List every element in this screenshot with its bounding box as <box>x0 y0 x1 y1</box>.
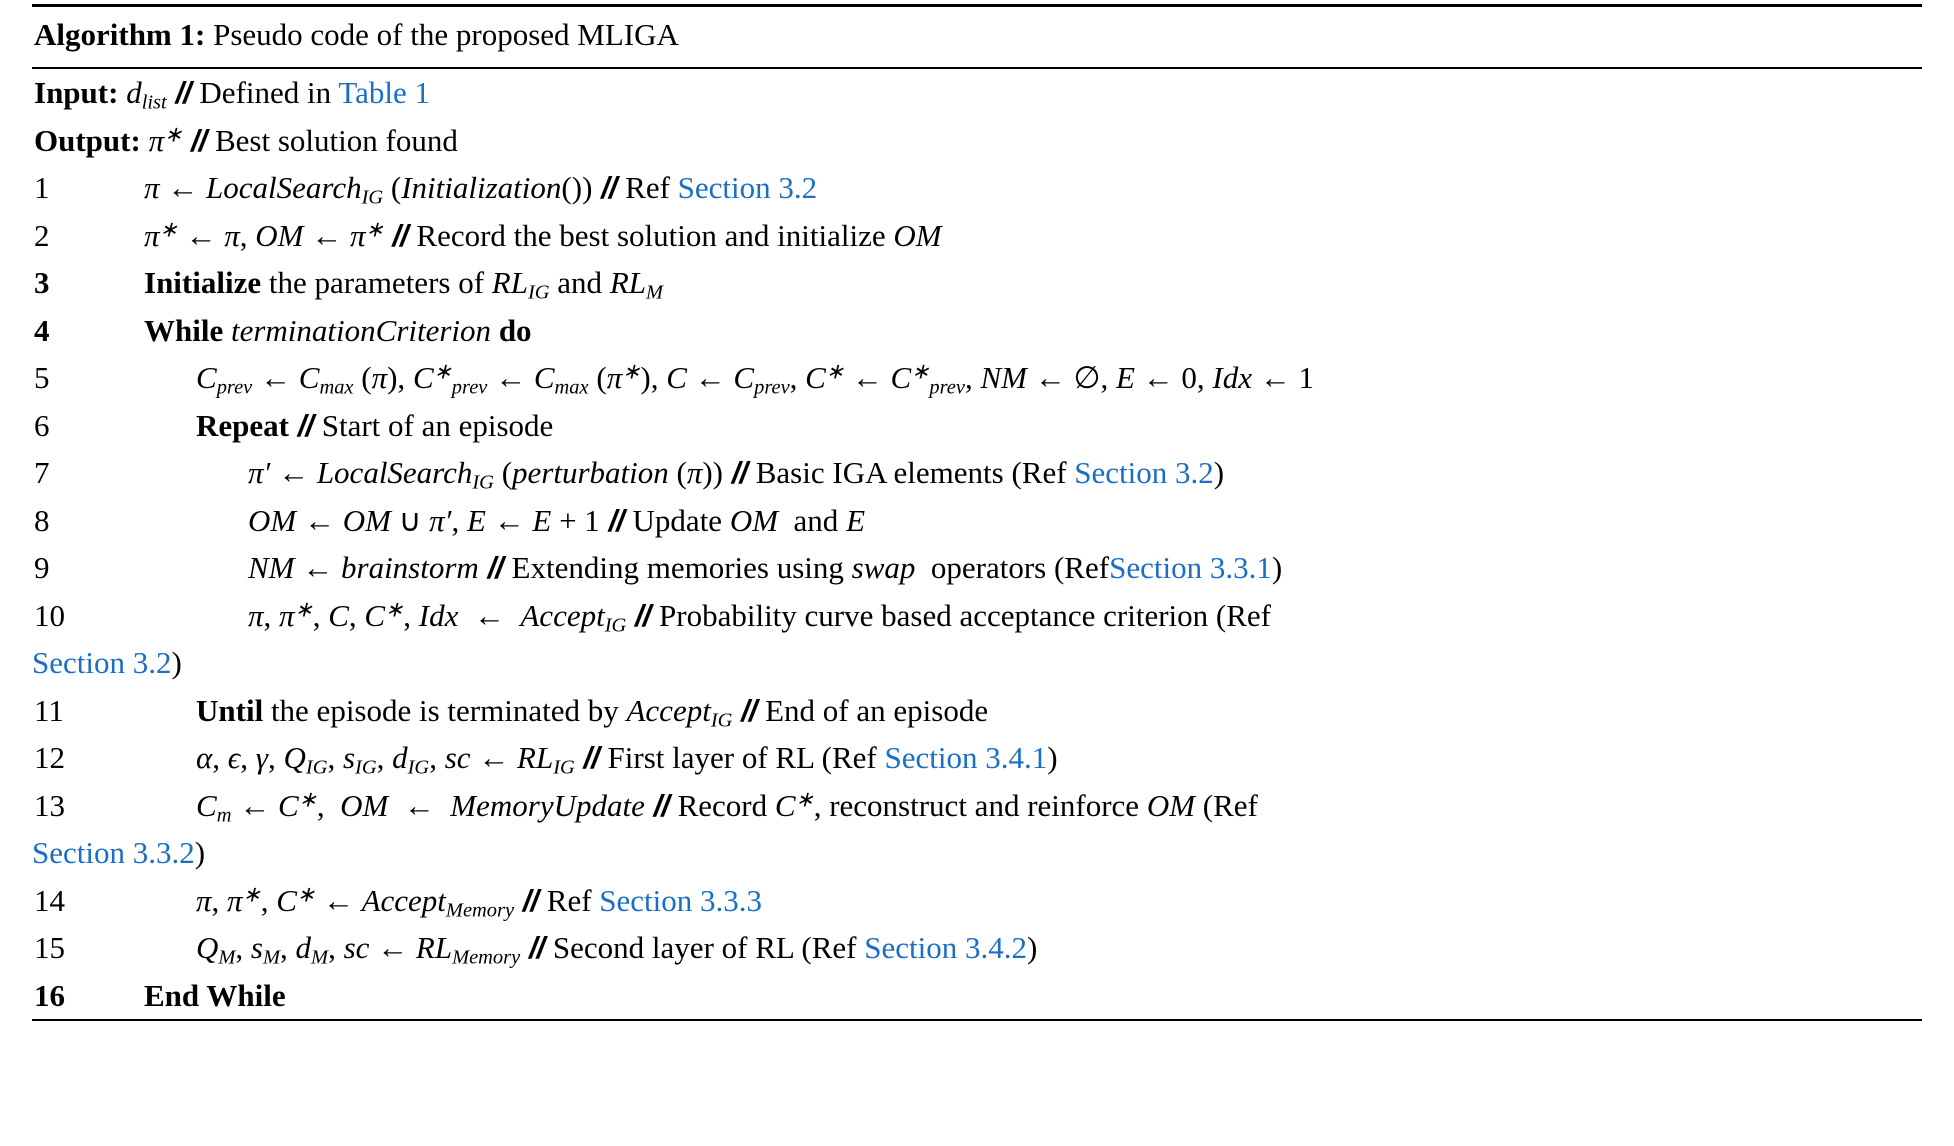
input-line <box>32 69 1922 117</box>
table-1-link[interactable]: Table 1 <box>338 75 430 110</box>
input-label: Input: <box>34 75 119 110</box>
step-body: While terminationCriterion do <box>144 312 532 348</box>
output-comment: Best solution found <box>215 122 458 158</box>
input-variable-sub: list <box>141 91 167 114</box>
section-link[interactable]: Section 3.2 <box>677 170 818 205</box>
section-link[interactable]: Section 3.4.2 <box>864 930 1028 965</box>
algorithm-block <box>32 4 1922 1021</box>
algorithm-step <box>32 212 1922 260</box>
step-comment: Record C∗, reconstruct and reinforce OM (Ref <box>677 786 1258 823</box>
step-comment: Probability curve based acceptance criterion (Ref <box>659 597 1271 633</box>
output-line: Output: π∗ // Best solution found <box>34 121 458 158</box>
step-comment-tail: ) <box>1027 930 1038 965</box>
algorithm-step <box>32 972 1922 1020</box>
output-variable: π <box>148 122 165 158</box>
algorithm-step <box>32 307 1922 355</box>
algorithm-step <box>32 687 1922 735</box>
step-comment: Start of an episode <box>321 407 554 443</box>
step-number: 4 <box>34 312 50 348</box>
step-continuation <box>32 829 1922 877</box>
step-body: π′ ← LocalSearch$_{IG}$ (perturbation (π)) // Basic IGA elements (Ref Section 3.2) <box>248 455 1225 494</box>
step-number: 3 <box>34 265 50 300</box>
step-continuation <box>32 639 1922 687</box>
step-number: 15 <box>34 930 65 965</box>
algorithm-step <box>32 402 1922 450</box>
input-variable: d <box>126 75 142 110</box>
comment-marker-icon: // <box>528 930 545 965</box>
step-body: Repeat // Start of an episode <box>196 407 554 443</box>
comment-marker-icon: // <box>297 407 313 443</box>
comment-marker-icon: // <box>741 692 757 728</box>
bottom-rule <box>32 1019 1922 1021</box>
step-comment: Extending memories using swap operators (Ref <box>511 550 1110 585</box>
algorithm-step <box>32 354 1922 402</box>
step-body: $Q_M$, $s_M$, $d_M$, sc ← $RL_{Memory}$ // Second layer of RL (Ref Section 3.4.2) <box>196 930 1038 969</box>
comment-marker-icon: // <box>175 75 191 110</box>
algorithm-step <box>32 924 1922 972</box>
comment-marker-icon: // <box>583 740 599 775</box>
section-link[interactable]: Section 3.4.1 <box>884 740 1048 775</box>
comment-marker-icon: // <box>731 455 747 490</box>
step-number: 11 <box>34 692 64 728</box>
algorithm-step <box>32 592 1922 640</box>
step-body: π, π∗, C, C∗, Idx ← Accept$_{IG}$ // Probability curve based acceptance criterion (Ref <box>248 596 1271 637</box>
step-body: NM ← brainstorm // Extending memories using swap operators (RefSection 3.3.1) <box>248 550 1283 585</box>
step-body: Until the episode is terminated by Accept$_{IG}$ // End of an episode <box>196 692 989 732</box>
algorithm-caption <box>32 7 1922 67</box>
step-comment-tail: ) <box>171 645 182 680</box>
section-link[interactable]: Section 3.2 <box>32 645 172 680</box>
step-comment: End of an episode <box>765 692 989 728</box>
step-body: Initialize the parameters of $RL_{IG}$ and $RL_M$ <box>144 265 664 304</box>
section-link[interactable]: Section 3.2 <box>1074 455 1214 490</box>
comment-marker-icon: // <box>635 597 651 633</box>
step-comment: Ref <box>546 882 592 918</box>
step-body: OM ← OM ∪ π′, E ← E + 1 // Update OM and E <box>248 502 865 538</box>
step-number: 13 <box>34 787 65 823</box>
step-comment-tail: ) <box>1271 550 1283 585</box>
step-comment: First layer of RL (Ref <box>607 740 877 775</box>
algorithm-title: Pseudo code of the proposed MLIGA <box>213 17 679 52</box>
step-number: 9 <box>34 550 50 585</box>
algorithm-step <box>32 544 1922 592</box>
comment-marker-icon: // <box>522 882 539 918</box>
step-comment-tail: ) <box>1213 455 1225 490</box>
algorithm-step <box>32 449 1922 497</box>
section-link[interactable]: Section 3.3.3 <box>599 882 763 918</box>
algorithm-step <box>32 782 1922 830</box>
step-body: $C_{prev}$ ← $C_{max}$ (π), $C^∗_{prev}$ ← $C_{max}$ (π∗), C ← $C_{prev}$, C∗ ← $C^∗_{prev}$, NM ← ∅, E ← 0, Idx ← 1 <box>196 359 1314 399</box>
comment-marker-icon: // <box>487 550 503 585</box>
algorithm-step <box>32 497 1922 545</box>
algorithm-step <box>32 259 1922 307</box>
step-comment-tail: ) <box>194 835 206 870</box>
step-comment-tail: ) <box>1047 740 1058 775</box>
step-body: π ← LocalSearch$_{IG}$ (Initialization()) // Ref Section 3.2 <box>144 170 818 209</box>
step-number: 8 <box>34 502 50 538</box>
step-body: π, π∗, C∗ ← Accept$_{Memory}$ // Ref Section 3.3.3 <box>196 881 763 922</box>
algorithm-step <box>32 877 1922 925</box>
step-number: 16 <box>34 977 65 1013</box>
input-comment: Defined in <box>199 75 332 110</box>
step-keyword: End While <box>144 977 286 1013</box>
step-number: 6 <box>34 407 50 443</box>
step-comment: Basic IGA elements (Ref <box>755 455 1067 490</box>
step-number: 7 <box>34 455 50 490</box>
comment-marker-icon: // <box>601 170 617 205</box>
step-comment: Ref <box>625 170 670 205</box>
output-label: Output: <box>34 122 141 158</box>
comment-marker-icon: // <box>653 787 669 823</box>
step-comment: Second layer of RL (Ref <box>552 930 857 965</box>
comment-marker-icon: // <box>392 217 408 253</box>
comment-marker-icon: // <box>608 502 624 538</box>
step-number: 2 <box>34 217 50 253</box>
algorithm-label: Algorithm 1: <box>34 17 206 52</box>
section-link[interactable]: Section 3.3.1 <box>1109 550 1272 585</box>
step-number: 10 <box>34 597 65 633</box>
step-number: 14 <box>34 882 65 918</box>
step-body: $C_m$ ← C∗, OM ← MemoryUpdate // Record C∗, reconstruct and reinforce OM (Ref <box>196 786 1258 827</box>
step-body: α, ϵ, γ, $Q_{IG}$, $s_{IG}$, $d_{IG}$, sc ← $RL_{IG}$ // First layer of RL (Ref Section 3.4.1) <box>196 740 1058 779</box>
comment-marker-icon: // <box>191 122 207 158</box>
algorithm-step <box>32 164 1922 212</box>
step-comment: Update OM and E <box>632 502 865 538</box>
step-number: 5 <box>34 360 50 395</box>
step-number: 12 <box>34 740 65 775</box>
step-number: 1 <box>34 170 50 205</box>
step-body <box>92 972 1922 1020</box>
algorithm-step <box>32 734 1922 782</box>
step-body: π∗ ← π, OM ← π∗ // Record the best solution and initialize OM <box>144 216 942 253</box>
section-link[interactable]: Section 3.3.2 <box>32 835 195 870</box>
step-comment: Record the best solution and initialize OM <box>416 217 942 253</box>
